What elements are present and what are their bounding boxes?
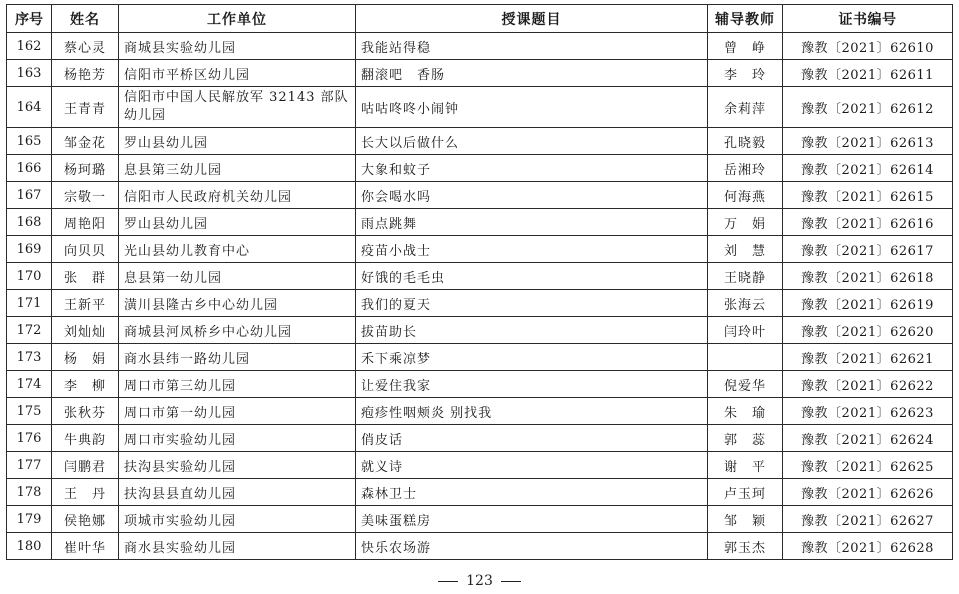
cell-name: 杨 娟 xyxy=(52,344,119,371)
table-row xyxy=(7,425,953,452)
cell-name: 王青青 xyxy=(52,87,119,128)
cell-cert: 豫教〔2021〕62611 xyxy=(783,60,953,87)
table-row xyxy=(7,155,953,182)
cell-unit: 周口市第一幼儿园 xyxy=(119,398,356,425)
cell-title: 俏皮话 xyxy=(356,425,708,452)
cell-teacher xyxy=(708,344,783,371)
cell-teacher: 余莉萍 xyxy=(708,87,783,128)
cell-no: 180 xyxy=(7,533,52,560)
cell-unit: 周口市第三幼儿园 xyxy=(119,371,356,398)
cell-title: 让爱住我家 xyxy=(356,371,708,398)
cell-teacher: 曾 峥 xyxy=(708,33,783,60)
cell-no: 179 xyxy=(7,506,52,533)
cell-name: 牛典韵 xyxy=(52,425,119,452)
cell-cert: 豫教〔2021〕62622 xyxy=(783,371,953,398)
table-row xyxy=(7,533,953,560)
cell-unit: 罗山县幼儿园 xyxy=(119,128,356,155)
cell-name: 张秋芬 xyxy=(52,398,119,425)
cell-cert: 豫教〔2021〕62616 xyxy=(783,209,953,236)
table-row xyxy=(7,33,953,60)
cell-no: 174 xyxy=(7,371,52,398)
cell-title: 雨点跳舞 xyxy=(356,209,708,236)
cell-title: 禾下乘凉梦 xyxy=(356,344,708,371)
page-number: 123 xyxy=(466,573,493,589)
cell-cert: 豫教〔2021〕62625 xyxy=(783,452,953,479)
cell-title: 你会喝水吗 xyxy=(356,182,708,209)
footer-dash-right xyxy=(501,581,521,582)
cell-no: 165 xyxy=(7,128,52,155)
cell-teacher: 朱 瑜 xyxy=(708,398,783,425)
table-row xyxy=(7,290,953,317)
cell-teacher: 岳湘玲 xyxy=(708,155,783,182)
cell-title: 长大以后做什么 xyxy=(356,128,708,155)
cell-no: 176 xyxy=(7,425,52,452)
cell-title: 拔苗助长 xyxy=(356,317,708,344)
cell-cert: 豫教〔2021〕62620 xyxy=(783,317,953,344)
cell-no: 172 xyxy=(7,317,52,344)
table-row xyxy=(7,479,953,506)
cell-no: 169 xyxy=(7,236,52,263)
cell-cert: 豫教〔2021〕62612 xyxy=(783,87,953,128)
cell-name: 李 柳 xyxy=(52,371,119,398)
cell-name: 王新平 xyxy=(52,290,119,317)
cell-unit: 项城市实验幼儿园 xyxy=(119,506,356,533)
header-unit: 工作单位 xyxy=(119,5,356,33)
cell-unit: 商水县实验幼儿园 xyxy=(119,533,356,560)
header-no: 序号 xyxy=(7,5,52,33)
cell-teacher: 邹 颖 xyxy=(708,506,783,533)
table-row xyxy=(7,506,953,533)
cell-title: 我们的夏天 xyxy=(356,290,708,317)
cell-title: 我能站得稳 xyxy=(356,33,708,60)
cell-teacher: 郭玉杰 xyxy=(708,533,783,560)
footer-dash-left xyxy=(438,581,458,582)
cell-name: 周艳阳 xyxy=(52,209,119,236)
cell-unit: 商城县河凤桥乡中心幼儿园 xyxy=(119,317,356,344)
cell-name: 杨珂璐 xyxy=(52,155,119,182)
table-row xyxy=(7,263,953,290)
cell-unit: 商城县实验幼儿园 xyxy=(119,33,356,60)
cell-teacher: 何海燕 xyxy=(708,182,783,209)
cell-unit: 罗山县幼儿园 xyxy=(119,209,356,236)
header-cert: 证书编号 xyxy=(783,5,953,33)
cell-name: 张 群 xyxy=(52,263,119,290)
cell-unit: 扶沟县县直幼儿园 xyxy=(119,479,356,506)
cell-title: 翻滚吧 香肠 xyxy=(356,60,708,87)
table-row xyxy=(7,60,953,87)
table-row xyxy=(7,209,953,236)
cell-title: 好饿的毛毛虫 xyxy=(356,263,708,290)
table-row xyxy=(7,317,953,344)
table-row xyxy=(7,182,953,209)
table-body xyxy=(7,33,953,560)
cell-unit: 息县第一幼儿园 xyxy=(119,263,356,290)
cell-title: 快乐农场游 xyxy=(356,533,708,560)
cell-cert: 豫教〔2021〕62613 xyxy=(783,128,953,155)
cell-cert: 豫教〔2021〕62617 xyxy=(783,236,953,263)
cell-unit: 商水县纬一路幼儿园 xyxy=(119,344,356,371)
cell-name: 杨艳芳 xyxy=(52,60,119,87)
cell-no: 168 xyxy=(7,209,52,236)
cell-no: 167 xyxy=(7,182,52,209)
table-row xyxy=(7,344,953,371)
cell-no: 166 xyxy=(7,155,52,182)
cell-unit: 信阳市人民政府机关幼儿园 xyxy=(119,182,356,209)
cell-title: 疱疹性咽颊炎 别找我 xyxy=(356,398,708,425)
cell-no: 173 xyxy=(7,344,52,371)
cell-teacher: 李 玲 xyxy=(708,60,783,87)
cell-teacher: 卢玉珂 xyxy=(708,479,783,506)
page-footer xyxy=(0,573,959,589)
cell-no: 175 xyxy=(7,398,52,425)
cell-teacher: 谢 平 xyxy=(708,452,783,479)
cell-teacher: 万 娟 xyxy=(708,209,783,236)
cell-cert: 豫教〔2021〕62618 xyxy=(783,263,953,290)
cell-name: 蔡心灵 xyxy=(52,33,119,60)
cell-cert: 豫教〔2021〕62610 xyxy=(783,33,953,60)
cell-cert: 豫教〔2021〕62614 xyxy=(783,155,953,182)
cell-cert: 豫教〔2021〕62623 xyxy=(783,398,953,425)
table-row xyxy=(7,452,953,479)
cell-teacher: 倪爱华 xyxy=(708,371,783,398)
cell-no: 171 xyxy=(7,290,52,317)
header-name: 姓名 xyxy=(52,5,119,33)
cell-teacher: 孔晓毅 xyxy=(708,128,783,155)
cell-title: 森林卫士 xyxy=(356,479,708,506)
table-row xyxy=(7,398,953,425)
cell-cert: 豫教〔2021〕62621 xyxy=(783,344,953,371)
table-row xyxy=(7,128,953,155)
table-row xyxy=(7,236,953,263)
cell-unit: 潢川县隆古乡中心幼儿园 xyxy=(119,290,356,317)
cell-no: 178 xyxy=(7,479,52,506)
cell-teacher: 张海云 xyxy=(708,290,783,317)
cell-name: 向贝贝 xyxy=(52,236,119,263)
cell-teacher: 闫玲叶 xyxy=(708,317,783,344)
cell-title: 美味蛋糕房 xyxy=(356,506,708,533)
cell-title: 就义诗 xyxy=(356,452,708,479)
cell-cert: 豫教〔2021〕62619 xyxy=(783,290,953,317)
cell-cert: 豫教〔2021〕62615 xyxy=(783,182,953,209)
cell-unit: 信阳市中国人民解放军 32143 部队幼儿园 xyxy=(119,87,356,128)
cell-cert: 豫教〔2021〕62626 xyxy=(783,479,953,506)
cell-name: 闫鹏君 xyxy=(52,452,119,479)
cell-name: 侯艳娜 xyxy=(52,506,119,533)
cell-unit: 息县第三幼儿园 xyxy=(119,155,356,182)
cell-no: 162 xyxy=(7,33,52,60)
header-teacher: 辅导教师 xyxy=(708,5,783,33)
cell-unit: 信阳市平桥区幼儿园 xyxy=(119,60,356,87)
table-row xyxy=(7,87,953,128)
cell-no: 163 xyxy=(7,60,52,87)
cell-teacher: 郭 蕊 xyxy=(708,425,783,452)
header-title: 授课题目 xyxy=(356,5,708,33)
table-row xyxy=(7,371,953,398)
award-table xyxy=(6,4,953,560)
cell-unit: 光山县幼儿教育中心 xyxy=(119,236,356,263)
cell-name: 刘灿灿 xyxy=(52,317,119,344)
cell-title: 疫苗小战士 xyxy=(356,236,708,263)
cell-no: 170 xyxy=(7,263,52,290)
cell-name: 邹金花 xyxy=(52,128,119,155)
cell-cert: 豫教〔2021〕62627 xyxy=(783,506,953,533)
cell-name: 宗敬一 xyxy=(52,182,119,209)
cell-teacher: 王晓静 xyxy=(708,263,783,290)
cell-cert: 豫教〔2021〕62624 xyxy=(783,425,953,452)
cell-no: 177 xyxy=(7,452,52,479)
cell-name: 王 丹 xyxy=(52,479,119,506)
cell-teacher: 刘 慧 xyxy=(708,236,783,263)
table-header-row xyxy=(7,5,953,33)
cell-unit: 周口市实验幼儿园 xyxy=(119,425,356,452)
cell-name: 崔叶华 xyxy=(52,533,119,560)
cell-unit: 扶沟县实验幼儿园 xyxy=(119,452,356,479)
cell-no: 164 xyxy=(7,87,52,128)
cell-title: 大象和蚊子 xyxy=(356,155,708,182)
cell-title: 咕咕咚咚小闹钟 xyxy=(356,87,708,128)
cell-cert: 豫教〔2021〕62628 xyxy=(783,533,953,560)
